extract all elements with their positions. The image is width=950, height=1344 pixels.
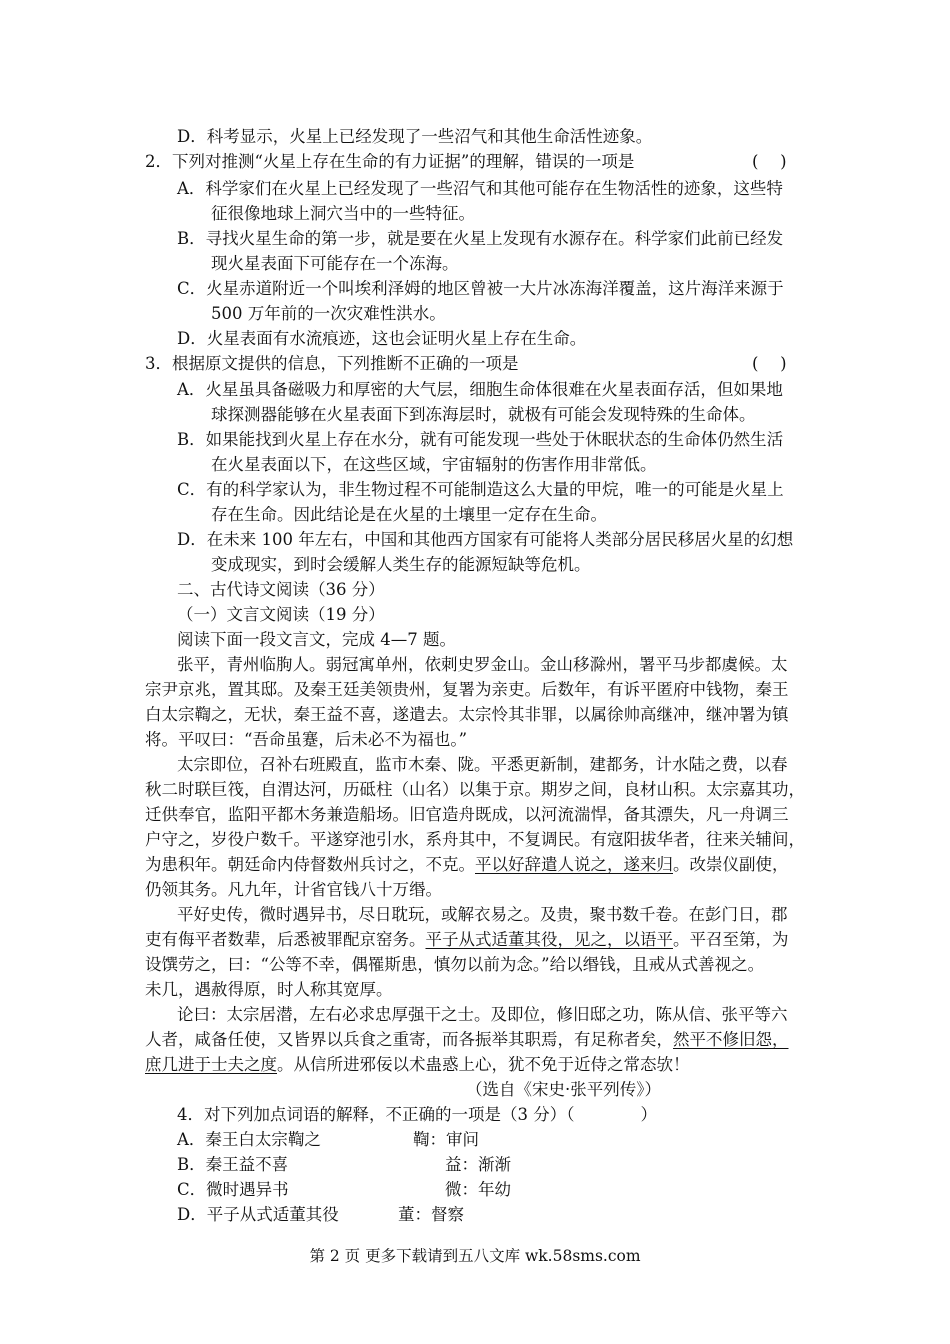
q4-option-a: A．秦王白太宗鞫之 xyxy=(177,1130,321,1149)
passage-text: 。从信所进邪佞以术蛊惑上心，犹不免于近侍之常态欤！ xyxy=(277,1055,690,1074)
passage-p1-line3: 白太宗鞫之，无状，秦王益不喜，遂遣去。太宗怜其非罪，以属徐帅高继冲，继冲署为镇 xyxy=(145,705,789,724)
passage-p3-line4: 未几，遇赦得原，时人称其宽厚。 xyxy=(145,980,393,999)
passage-p2-line6: 仍领其务。凡九年，计省官钱八十万缗。 xyxy=(145,880,442,899)
q2-answer-bracket: ( ) xyxy=(752,152,787,171)
underlined-sentence: 平子从式适董其役，见之，以语平 xyxy=(425,930,673,949)
q4-option-d-answer: 董：督察 xyxy=(398,1205,464,1224)
passage-p1-line1: 张平，青州临朐人。弱冠寓单州，依刺史罗金山。金山移滁州，署平马步都虞候。太 xyxy=(177,655,788,674)
q4-stem: 4．对下列加点词语的解释，不正确的一项是（3 分）（ ） xyxy=(177,1105,657,1124)
passage-p2-line4: 户守之，岁役户数千。平遂穿池引水，系舟其中，不复调民。有寇阳拔华者，往来关辅间， xyxy=(145,830,805,849)
q2-option-b-line2: 现火星表面下可能存在一个冻海。 xyxy=(211,254,459,273)
passage-p4-line2 xyxy=(145,1028,789,1052)
q3-option-a-line1: A．火星虽具备磁吸力和厚密的大气层，细胞生命体很难在火星表面存活，但如果地 xyxy=(177,380,783,399)
passage-p2-line2: 秋二时联巨筏，自渭达河，历砥柱（山名）以集于京。期岁之间，良材山积。太宗嘉其功， xyxy=(145,780,805,799)
q3-option-b-line2: 在火星表面以下，在这些区域，宇宙辐射的伤害作用非常低。 xyxy=(211,455,657,474)
passage-text: 吏有侮平者数辈，后悉被罪配京窑务。 xyxy=(145,930,426,949)
passage-p4-line1: 论曰：太宗居潜，左右必求忠厚强干之士。及即位，修旧邸之功，陈从信、张平等六 xyxy=(177,1005,788,1024)
passage-text: 。改崇仪副使， xyxy=(673,855,789,874)
q3-option-c-line1: C．有的科学家认为，非生物过程不可能制造这么大量的甲烷，唯一的可能是火星上 xyxy=(177,480,784,499)
q2-option-b-line1: B．寻找火星生命的第一步，就是要在火星上发现有水源存在。科学家们此前已经发 xyxy=(177,229,784,248)
passage-p3-line1: 平好史传，微时遇异书，尽日耽玩，或解衣易之。及贵，聚书数千卷。在彭门日，郡 xyxy=(177,905,788,924)
section-subtitle: （一）文言文阅读（19 分） xyxy=(177,605,385,624)
passage-source: （选自《宋史·张平列传》） xyxy=(466,1080,661,1099)
q2-option-d: D．火星表面有水流痕迹，这也会证明火星上存在生命。 xyxy=(177,329,587,348)
q2-option-a-line2: 征很像地球上洞穴当中的一些特征。 xyxy=(211,204,475,223)
q3-option-c-line2: 存在生命。因此结论是在火星的土壤里一定存在生命。 xyxy=(211,505,607,524)
q2-option-c-line1: C．火星赤道附近一个叫埃利泽姆的地区曾被一大片冰冻海洋覆盖，这片海洋来源于 xyxy=(177,279,784,298)
q4-option-d: D．平子从式适董其役 xyxy=(177,1205,339,1224)
passage-p2-line1: 太宗即位，召补右班殿直，监市木秦、陇。平悉更新制，建都务，计水陆之费，以春 xyxy=(177,755,788,774)
passage-p3-line3: 设馔劳之，曰：“公等不幸，偶罹斯患，慎勿以前为念。”给以缗钱，且戒从式善视之。 xyxy=(145,955,765,974)
passage-p3-line2 xyxy=(145,928,789,952)
underlined-sentence: 然平不修旧怨， xyxy=(673,1030,789,1049)
passage-p4-line3 xyxy=(145,1053,690,1077)
underlined-sentence: 庶几进于士夫之度 xyxy=(145,1055,277,1074)
page-footer: 第 2 页 更多下载请到五八文库 wk.58sms.com xyxy=(309,1247,641,1265)
q3-option-a-line2: 球探测器能够在火星表面下到冻海层时，就极有可能会发现特殊的生命体。 xyxy=(211,405,756,424)
section-title: 二、古代诗文阅读（36 分） xyxy=(177,580,385,599)
q4-option-a-answer: 鞫：审问 xyxy=(413,1130,479,1149)
q3-stem: 3．根据原文提供的信息，下列推断不正确的一项是 xyxy=(145,354,519,373)
q1-option-d: D．科考显示，火星上已经发现了一些沼气和其他生命活性迹象。 xyxy=(177,127,653,146)
passage-p1-line4: 将。平叹曰：“吾命虽蹇，后未必不为福也。” xyxy=(145,730,468,749)
q4-option-b-answer: 益：渐渐 xyxy=(445,1155,511,1174)
reading-instruction: 阅读下面一段文言文，完成 4—7 题。 xyxy=(177,630,456,649)
underlined-sentence: 平以好辞遣人说之，遂来归 xyxy=(475,855,673,874)
passage-p2-line3: 迁供奉官，监阳平都木务兼造船场。旧官造舟既成，以河流湍悍，备其漂失，凡一舟调三 xyxy=(145,805,789,824)
q2-stem: 2．下列对推测“火星上存在生命的有力证据”的理解，错误的一项是 xyxy=(145,152,635,171)
q4-option-c: C．微时遇异书 xyxy=(177,1180,289,1199)
q3-answer-bracket: ( ) xyxy=(752,354,787,373)
q2-option-a-line1: A．科学家们在火星上已经发现了一些沼气和其他可能存在生物活性的迹象，这些特 xyxy=(177,179,783,198)
passage-text: 人者，咸备任使，又皆界以兵食之重寄，而各振举其职焉，有足称者矣， xyxy=(145,1030,673,1049)
passage-text: 为患积年。朝廷命内侍督数州兵讨之，不克。 xyxy=(145,855,475,874)
q3-option-d-line1: D．在未来 100 年左右，中国和其他西方国家有可能将人类部分居民移居火星的幻想 xyxy=(177,530,794,549)
passage-text: 。平召至第，为 xyxy=(673,930,789,949)
q3-option-b-line1: B．如果能找到火星上存在水分，就有可能发现一些处于休眠状态的生命体仍然生活 xyxy=(177,430,784,449)
q4-option-c-answer: 微：年幼 xyxy=(445,1180,511,1199)
q2-option-c-line2: 500 万年前的一次灾难性洪水。 xyxy=(211,304,446,323)
passage-p1-line2: 宗尹京兆，置其邸。及秦王廷美领贵州，复署为亲吏。后数年，有诉平匿府中钱物，秦王 xyxy=(145,680,789,699)
q4-option-b: B．秦王益不喜 xyxy=(177,1155,289,1174)
q3-option-d-line2: 变成现实，到时会缓解人类生存的能源短缺等危机。 xyxy=(211,555,591,574)
passage-p2-line5 xyxy=(145,853,789,877)
